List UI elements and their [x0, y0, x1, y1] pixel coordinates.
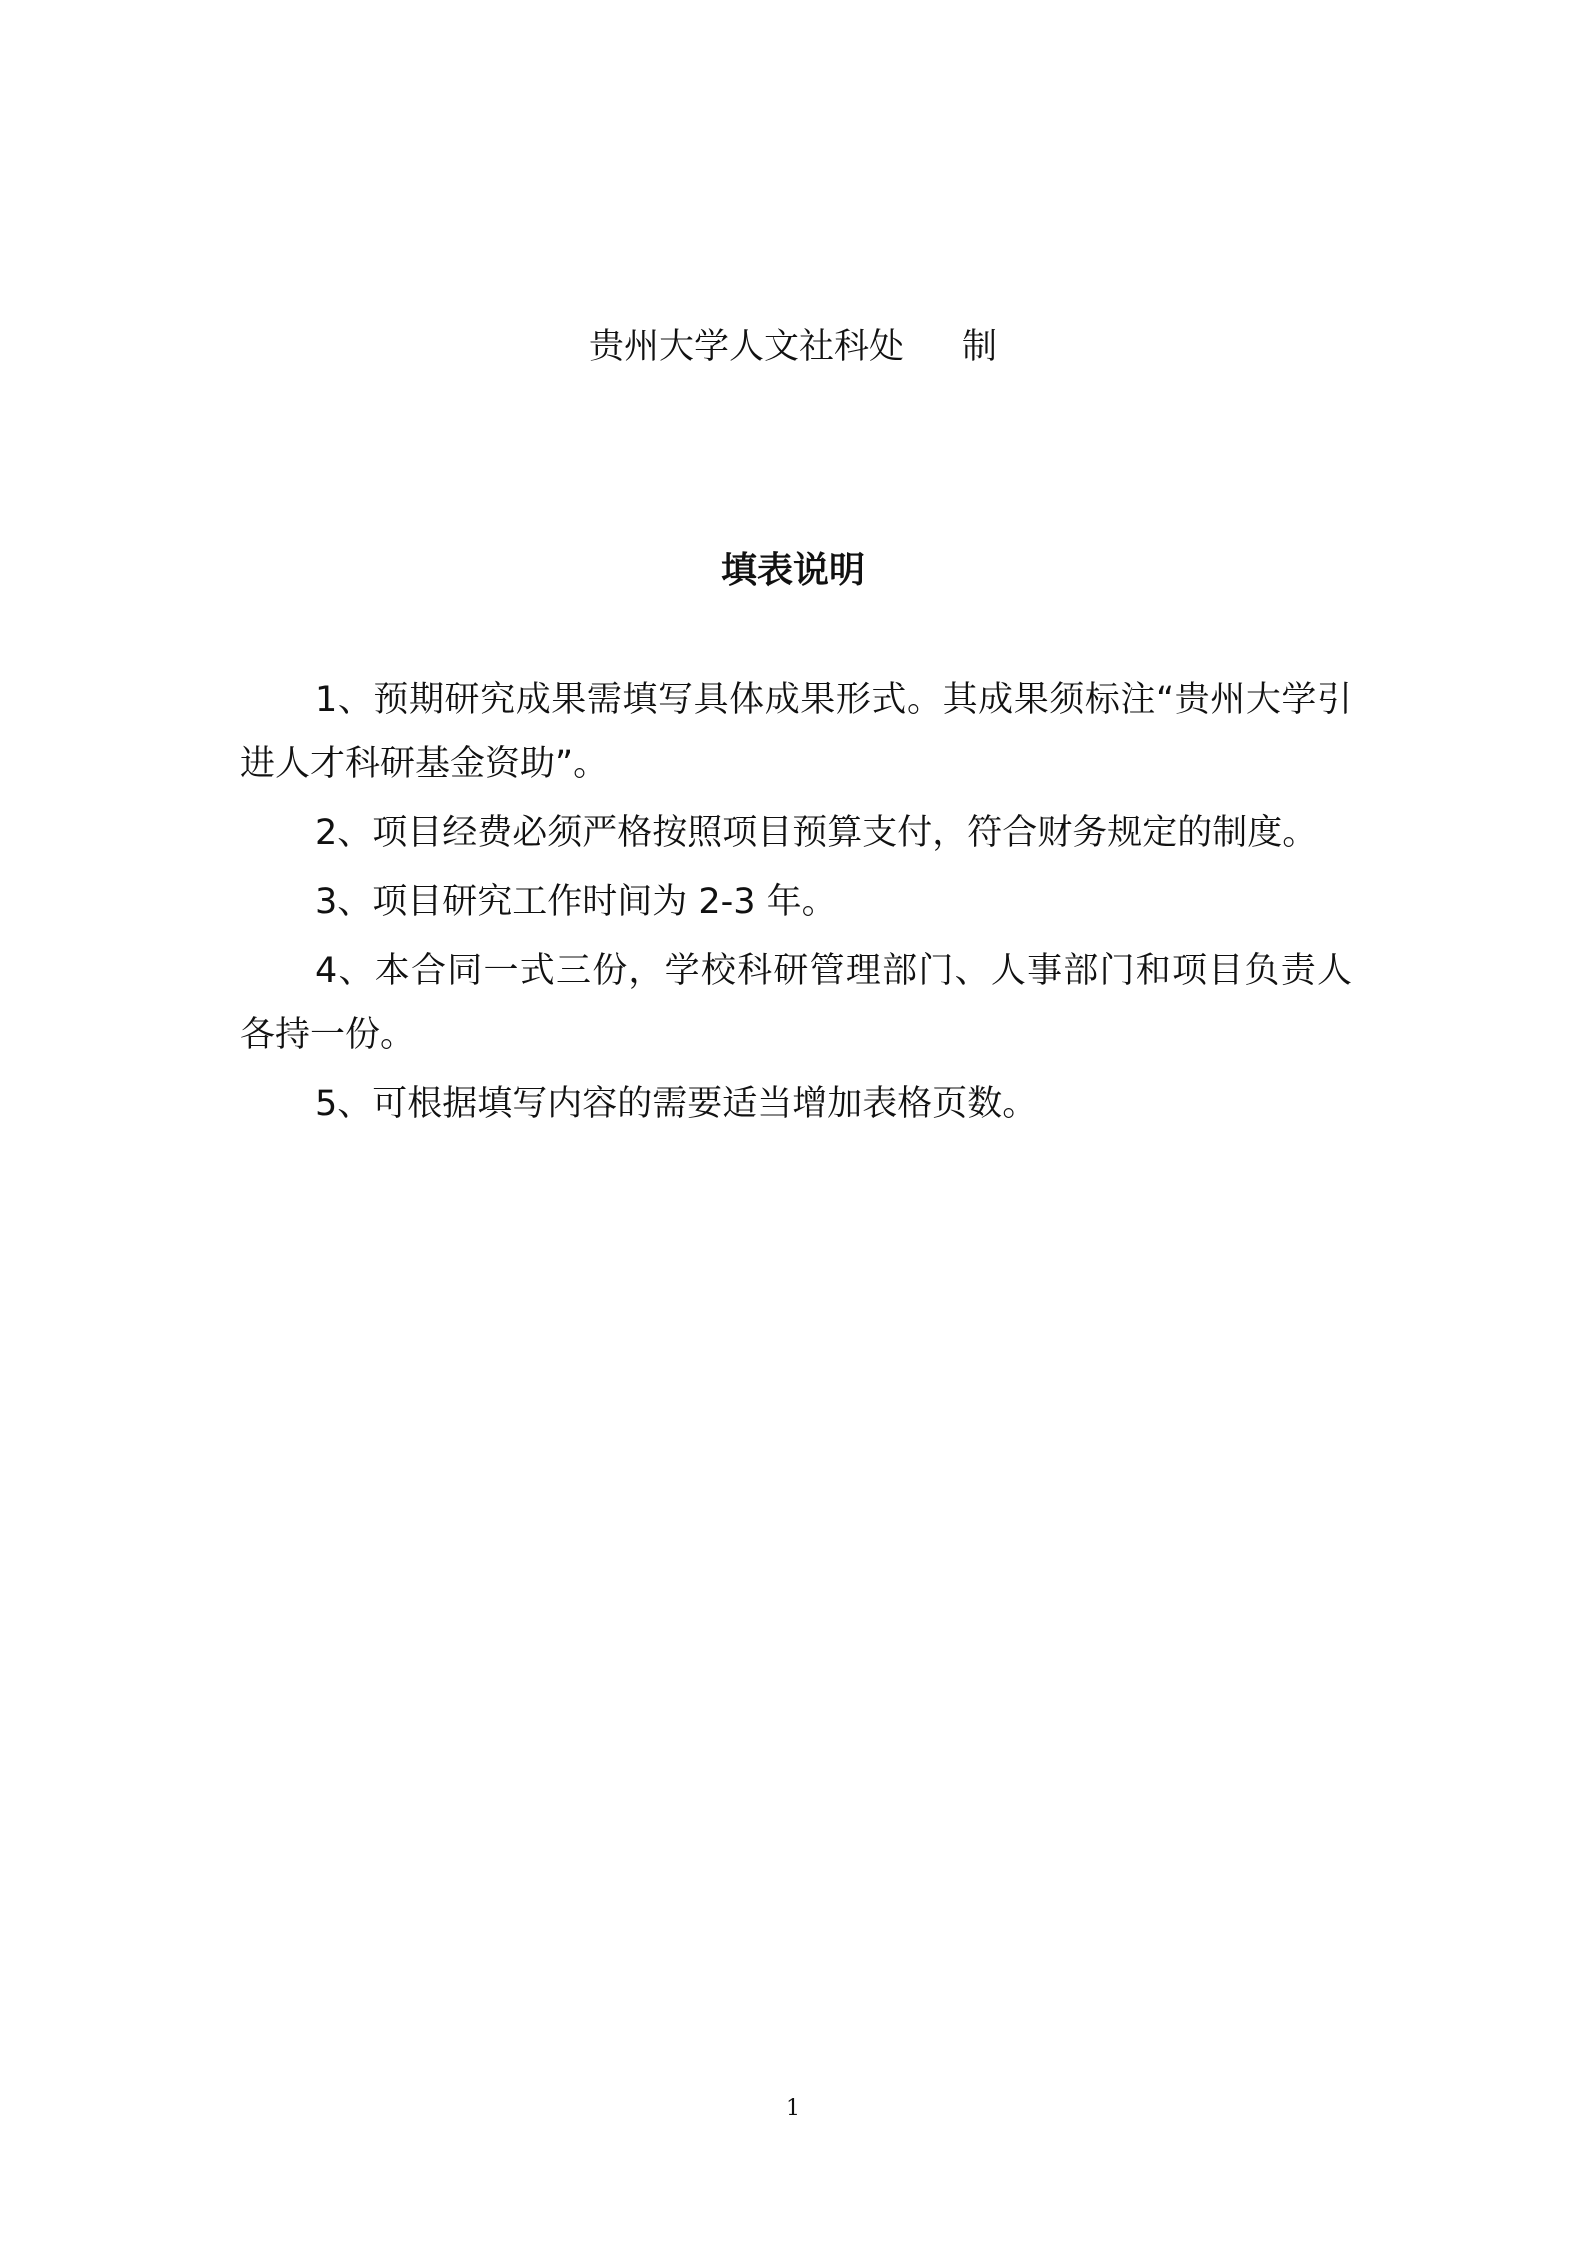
- issuer-org: 贵州大学人文社科处: [588, 327, 904, 367]
- instruction-item: 3、项目研究工作时间为 2-3 年。: [315, 882, 837, 922]
- instructions-heading: 填表说明: [720, 550, 865, 591]
- page-number: 1: [786, 2096, 800, 2121]
- instruction-item: 4、本合同一式三份，学校科研管理部门、人事部门和项目负责人各持一份。: [240, 951, 1352, 1055]
- instruction-item: 1、预期研究成果需填写具体成果形式。其成果须标注“贵州大学引进人才科研基金资助”。: [240, 680, 1352, 784]
- issuer-line: [0, 322, 1586, 372]
- instruction-item: 5、可根据填写内容的需要适当增加表格页数。: [315, 1084, 1038, 1124]
- issuer-suffix: 制: [962, 327, 998, 367]
- instruction-item: 2、项目经费必须严格按照项目预算支付，符合财务规定的制度。: [315, 813, 1318, 853]
- instructions-list: [240, 668, 1352, 1141]
